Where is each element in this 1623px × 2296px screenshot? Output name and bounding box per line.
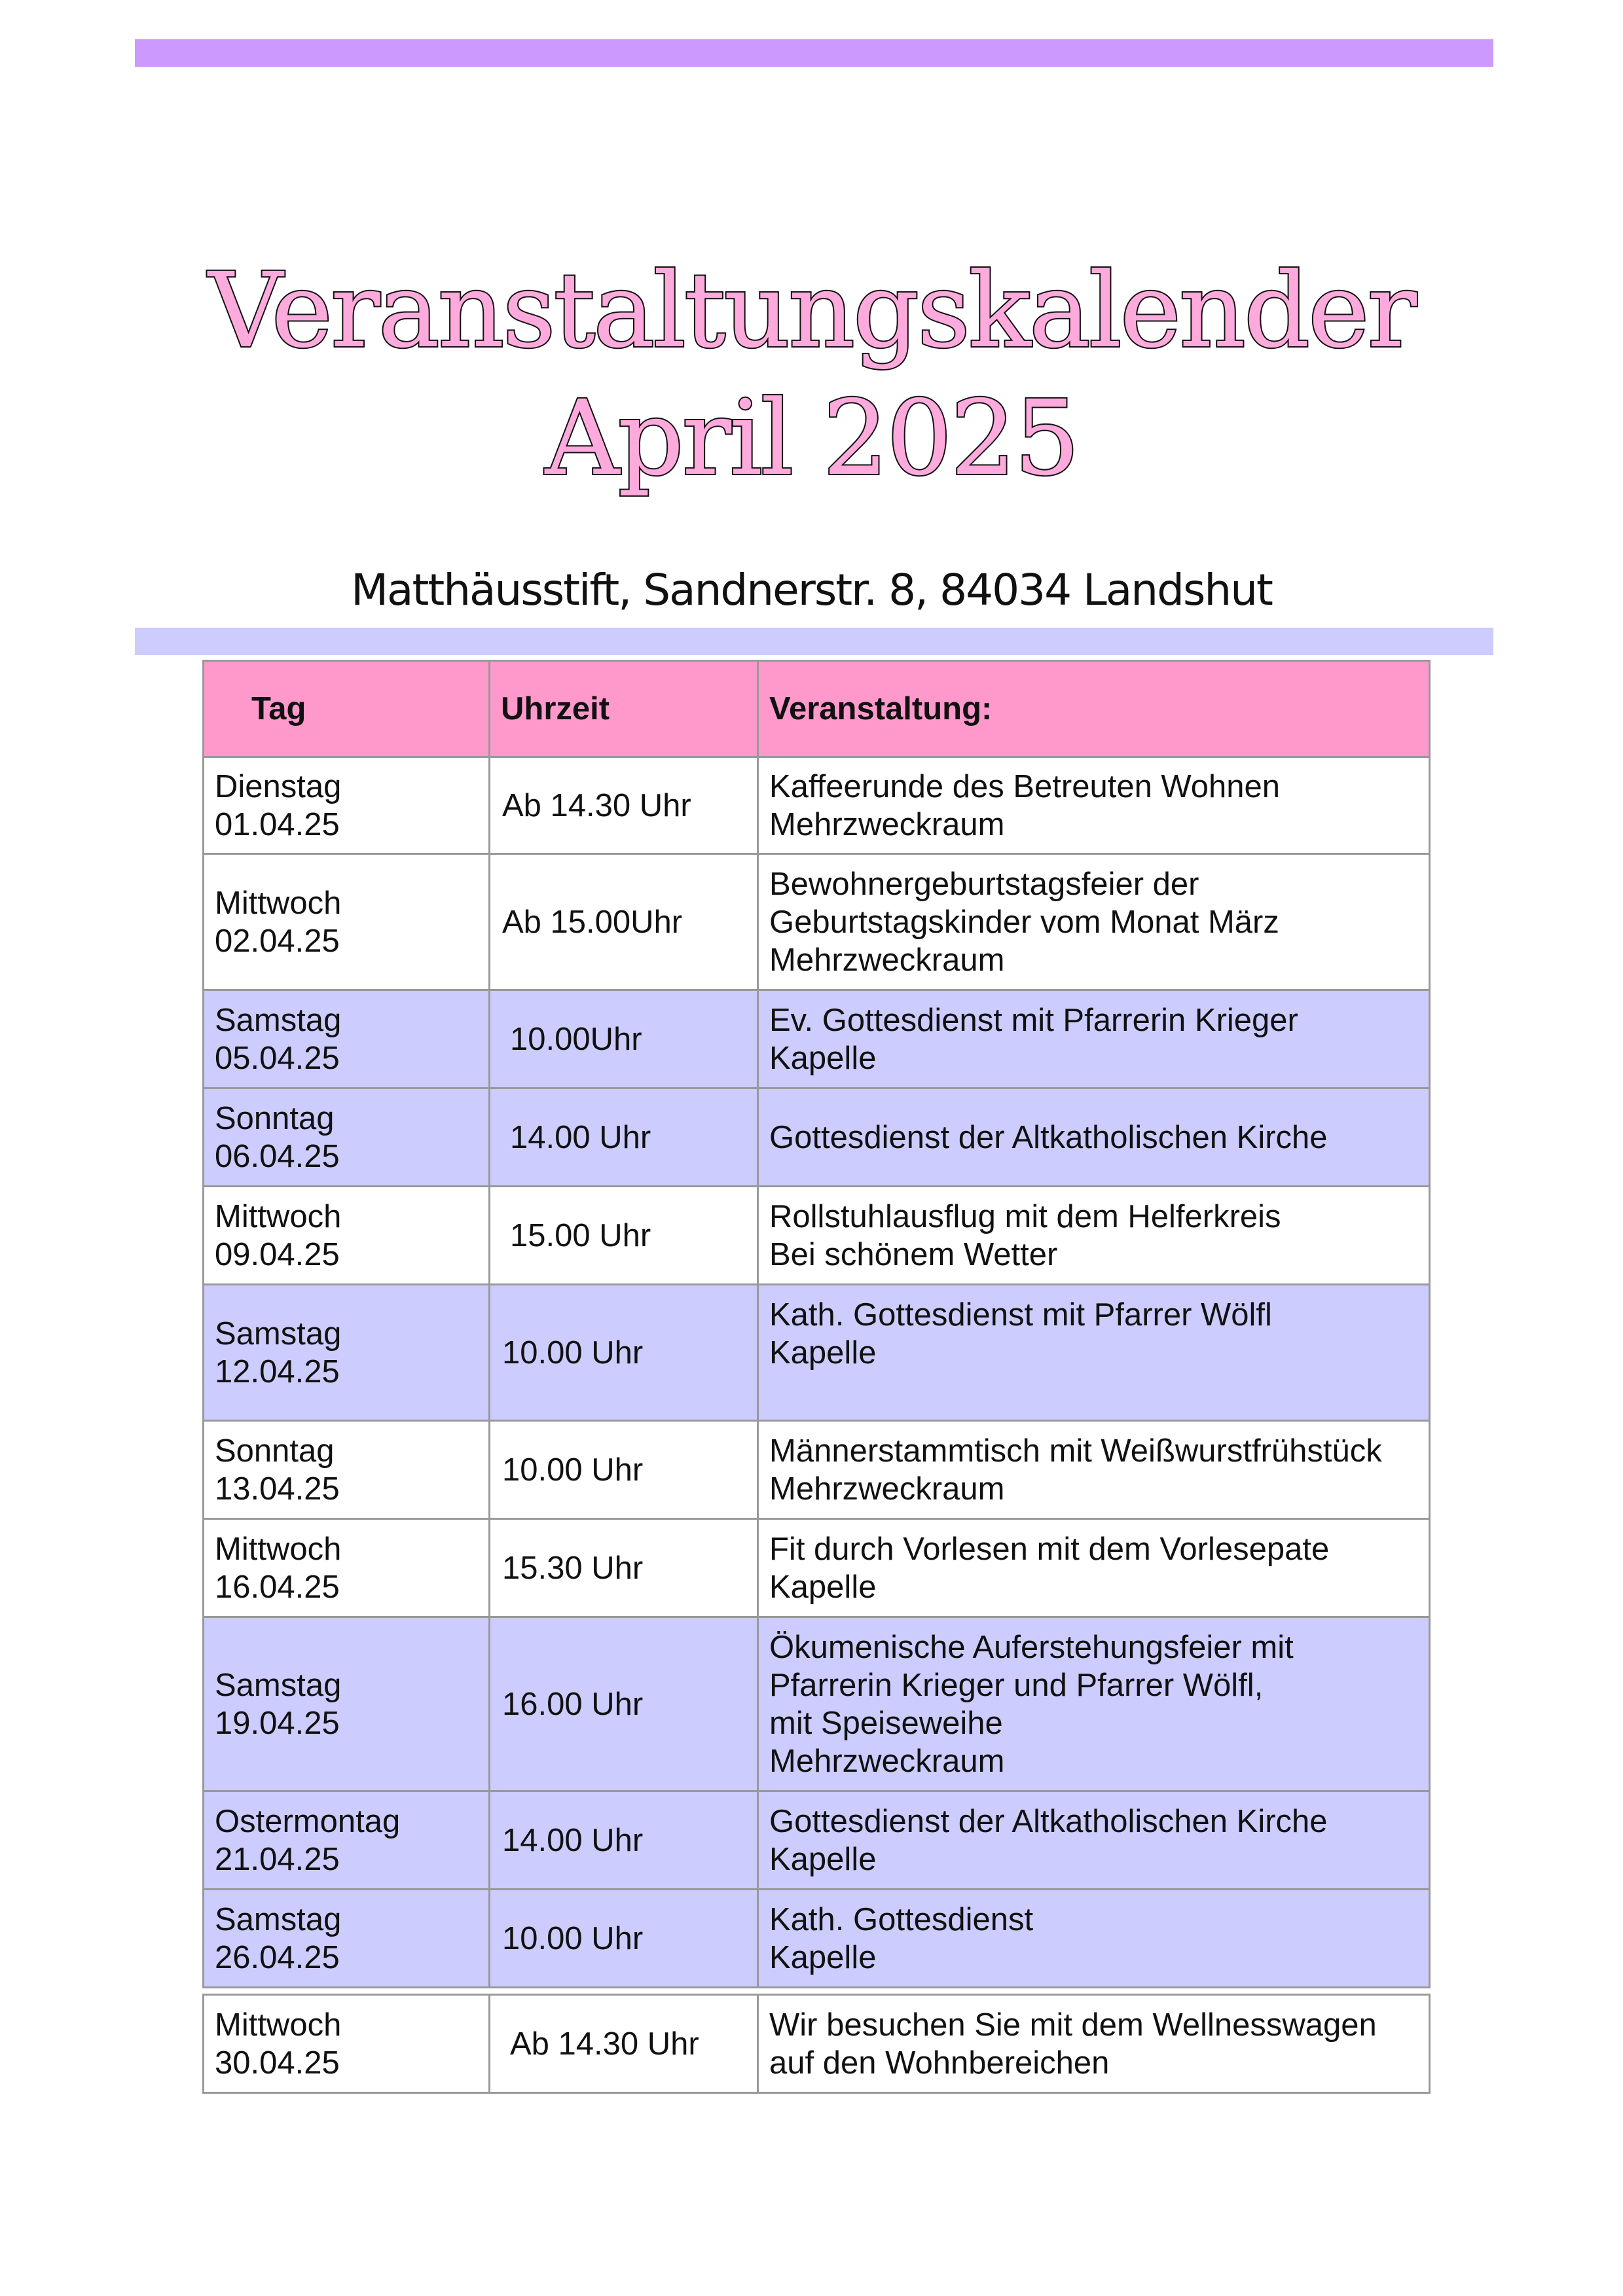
date: 19.04.25 <box>215 1705 340 1741</box>
weekday: Samstag <box>215 1667 342 1703</box>
event-line: Mehrzweckraum <box>769 942 1005 978</box>
header-day: Tag <box>204 661 490 757</box>
event-cell <box>758 1617 1430 1791</box>
weekday: Mittwoch <box>215 2007 342 2043</box>
event-cell <box>758 1187 1430 1285</box>
event-line: Mehrzweckraum <box>769 1743 1005 1779</box>
event-cell <box>758 1088 1430 1187</box>
date: 05.04.25 <box>215 1040 340 1076</box>
weekday: Samstag <box>215 1901 342 1937</box>
event-line: Kapelle <box>769 1569 877 1605</box>
time-cell: 10.00 Uhr <box>490 1421 758 1519</box>
day-cell <box>204 1519 490 1617</box>
table-row <box>204 1285 1430 1421</box>
page-title-month: April 2025 <box>545 378 1078 499</box>
time-cell: 16.00 Uhr <box>490 1617 758 1791</box>
day-cell <box>204 1995 490 2093</box>
event-line: Kapelle <box>769 1040 877 1076</box>
event-line: Wir besuchen Sie mit dem Wellnesswagen <box>769 2007 1377 2043</box>
event-cell <box>758 1285 1430 1421</box>
time-cell: 10.00 Uhr <box>490 1285 758 1421</box>
event-cell <box>758 990 1430 1088</box>
time-cell: 14.00 Uhr <box>490 1791 758 1890</box>
page-title: Veranstaltungskalender <box>208 251 1415 371</box>
day-cell <box>204 1088 490 1187</box>
table-row <box>204 1519 1430 1617</box>
table-row <box>204 1617 1430 1791</box>
date: 01.04.25 <box>215 806 340 842</box>
day-cell <box>204 1285 490 1421</box>
date: 21.04.25 <box>215 1841 340 1877</box>
event-cell <box>758 757 1430 854</box>
weekday: Ostermontag <box>215 1803 401 1839</box>
middle-decor-bar <box>135 628 1493 655</box>
table-header-row <box>204 661 1430 757</box>
event-line: Mehrzweckraum <box>769 1471 1005 1507</box>
event-line: Kath. Gottesdienst <box>769 1901 1034 1937</box>
table-row <box>204 854 1430 990</box>
event-line: Kaffeerunde des Betreuten Wohnen <box>769 768 1281 804</box>
event-line: Bewohnergeburtstagsfeier der <box>769 866 1199 902</box>
weekday: Mittwoch <box>215 1531 342 1567</box>
time-cell: 10.00Uhr <box>490 990 758 1088</box>
weekday: Sonntag <box>215 1100 335 1136</box>
event-line: Kapelle <box>769 1841 877 1877</box>
event-line: Bei schönem Wetter <box>769 1236 1058 1272</box>
day-cell <box>204 1421 490 1519</box>
table-row <box>204 1088 1430 1187</box>
event-calendar-table <box>202 660 1431 2094</box>
date: 13.04.25 <box>215 1471 340 1507</box>
event-line: auf den Wohnbereichen <box>769 2045 1110 2081</box>
day-cell <box>204 854 490 990</box>
date: 12.04.25 <box>215 1354 340 1390</box>
event-line: Geburtstagskinder vom Monat März <box>769 904 1279 940</box>
top-decor-bar <box>135 39 1493 67</box>
day-cell <box>204 757 490 854</box>
day-cell <box>204 1791 490 1890</box>
day-cell <box>204 1890 490 1988</box>
event-line: Gottesdienst der Altkatholischen Kirche <box>769 1803 1328 1839</box>
weekday: Samstag <box>215 1316 342 1352</box>
table-row <box>204 990 1430 1088</box>
event-cell <box>758 1791 1430 1890</box>
table-row <box>204 1187 1430 1285</box>
table-spacer-row <box>204 1988 1430 1995</box>
date: 06.04.25 <box>215 1138 340 1174</box>
table-row <box>204 757 1430 854</box>
weekday: Samstag <box>215 1002 342 1038</box>
date: 09.04.25 <box>215 1236 340 1272</box>
event-line: Kath. Gottesdienst mit Pfarrer Wölfl <box>769 1297 1272 1333</box>
event-cell <box>758 1519 1430 1617</box>
weekday: Mittwoch <box>215 885 342 921</box>
header-event: Veranstaltung: <box>758 661 1430 757</box>
table-row <box>204 1421 1430 1519</box>
time-cell: 10.00 Uhr <box>490 1890 758 1988</box>
day-cell <box>204 1617 490 1791</box>
table-row <box>204 1791 1430 1890</box>
location-subtitle: Matthäusstift, Sandnerstr. 8, 84034 Landshut <box>351 565 1272 615</box>
event-line: mit Speiseweihe <box>769 1705 1003 1741</box>
date: 26.04.25 <box>215 1939 340 1975</box>
time-cell: 15.30 Uhr <box>490 1519 758 1617</box>
time-cell: 15.00 Uhr <box>490 1187 758 1285</box>
event-line: Ev. Gottesdienst mit Pfarrerin Krieger <box>769 1002 1298 1038</box>
date: 02.04.25 <box>215 923 340 959</box>
event-cell <box>758 1421 1430 1519</box>
event-line: Fit durch Vorlesen mit dem Vorlesepate <box>769 1531 1330 1567</box>
header-time: Uhrzeit <box>490 661 758 757</box>
event-cell <box>758 1995 1430 2093</box>
event-line: Pfarrerin Krieger und Pfarrer Wölfl, <box>769 1667 1264 1703</box>
table-row <box>204 1995 1430 2093</box>
day-cell <box>204 990 490 1088</box>
event-line: Mehrzweckraum <box>769 806 1005 842</box>
event-line: Kapelle <box>769 1335 877 1371</box>
event-line: Gottesdienst der Altkatholischen Kirche <box>769 1119 1328 1155</box>
time-cell: 14.00 Uhr <box>490 1088 758 1187</box>
weekday: Mittwoch <box>215 1198 342 1234</box>
event-line: Kapelle <box>769 1939 877 1975</box>
event-cell <box>758 854 1430 990</box>
weekday: Sonntag <box>215 1433 335 1469</box>
event-line: Rollstuhlausflug mit dem Helferkreis <box>769 1198 1281 1234</box>
date: 16.04.25 <box>215 1569 340 1605</box>
table-row <box>204 1890 1430 1988</box>
date: 30.04.25 <box>215 2045 340 2081</box>
event-line: Männerstammtisch mit Weißwurstfrühstück <box>769 1433 1382 1469</box>
event-line: Ökumenische Auferstehungsfeier mit <box>769 1629 1294 1665</box>
event-cell <box>758 1890 1430 1988</box>
time-cell: Ab 15.00Uhr <box>490 854 758 990</box>
weekday: Dienstag <box>215 768 342 804</box>
time-cell: Ab 14.30 Uhr <box>490 1995 758 2093</box>
day-cell <box>204 1187 490 1285</box>
time-cell: Ab 14.30 Uhr <box>490 757 758 854</box>
